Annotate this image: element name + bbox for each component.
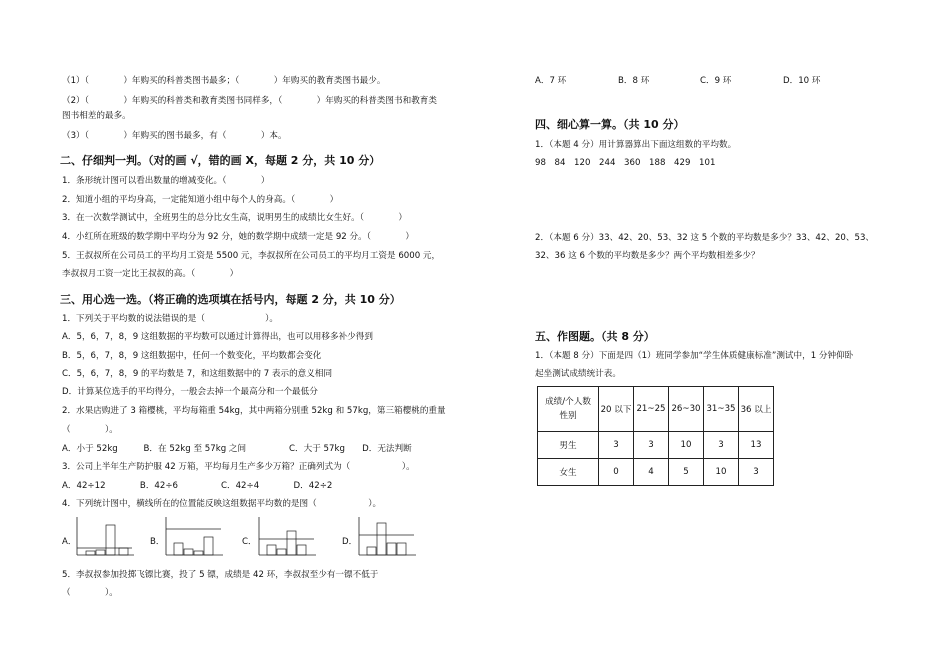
q5-option-b: B．8 环 <box>618 76 650 86</box>
fill-item-1: （1）（ ）年购买的科普类图书最多；（ ）年购买的教育类图书最少。 <box>62 76 386 86</box>
judge-5: 5．王叔叔所在公司员工的平均月工资是 5500 元，李叔叔所在公司员工的平均月工资是 6000 元， <box>62 251 441 261</box>
mini-chart-a <box>74 515 136 557</box>
table-row-label: 男生 <box>538 432 599 459</box>
table-col-header: 20 以下 <box>599 387 634 432</box>
table-header-cell <box>538 387 599 432</box>
choose-q3-options: A．42÷12 B．42÷6 C．42÷4 D．42÷2 <box>62 481 333 491</box>
choose-q2-cont: （ ）。 <box>62 425 118 435</box>
chart-option-c-label: C． <box>242 537 257 547</box>
table-cell: 3 <box>599 432 634 459</box>
choose-q1-d: D．计算某位选手的平均得分，一般会去掉一个最高分和一个最低分 <box>62 387 318 397</box>
table-cell: 3 <box>634 432 669 459</box>
choose-q4: 4．下列统计图中，横线所在的位置能反映这组数据平均数的是图（ ）。 <box>62 499 382 509</box>
section2-title: 二、仔细判一判。（对的画 √，错的画 X，每题 2 分，共 10 分） <box>60 154 381 167</box>
calc-q1-numbers: 98 84 120 244 360 188 429 101 <box>535 158 716 168</box>
judge-4: 4．小红所在班级的数学期中平均分为 92 分，她的数学期中成绩一定是 92 分。（ ） <box>62 232 414 242</box>
table-row-label: 女生 <box>538 459 599 486</box>
chart-option-d-label: D． <box>342 537 358 547</box>
table-col-header: 26~30 <box>669 387 704 432</box>
table-cell: 5 <box>669 459 704 486</box>
calc-q2: 2．（本题 6 分）33、42、20、53、32 这 5 个数的平均数是多少？33、42、20、53、 <box>535 233 875 243</box>
fill-item-2: （2）（ ）年购买的科普类和教育类图书同样多，（ ）年购买的科普类图书和教育类 <box>62 96 437 106</box>
judge-3: 3．在一次数学测试中，全班男生的总分比女生高，说明男生的成绩比女生好。（ ） <box>62 213 407 223</box>
section5-title: 五、作图题。（共 8 分） <box>535 330 655 343</box>
choose-q2-options: A．小于 52kg B．在 52kg 至 57kg 之间 C．大于 57kg D．无法判断 <box>62 444 412 454</box>
mini-chart-d <box>356 515 418 557</box>
table-header-line1: 成绩/个人数 <box>545 397 591 407</box>
table-row <box>538 432 774 459</box>
table-col-header: 21~25 <box>634 387 669 432</box>
judge-1: 1．条形统计图可以看出数量的增减变化。（ ） <box>62 176 270 186</box>
mini-chart-b <box>163 515 225 557</box>
table-cell: 10 <box>704 459 739 486</box>
choose-q1-c: C．5，6，7，8，9 的平均数是 7，和这组数据中的 7 表示的意义相同 <box>62 369 333 379</box>
table-cell: 3 <box>704 432 739 459</box>
q5-option-a: A．7 环 <box>535 76 567 86</box>
section4-title: 四、细心算一算。（共 10 分） <box>535 118 685 131</box>
chart-option-a-label: A． <box>62 537 77 547</box>
draw-q1-cont: 起坐测试成绩统计表。 <box>535 369 621 379</box>
fill-item-3: （3）（ ）年购买的图书最多，有（ ）本。 <box>62 131 287 141</box>
table-cell: 3 <box>739 459 774 486</box>
choose-q1: 1．下列关于平均数的说法错误的是（ ）。 <box>62 314 279 324</box>
q5-option-d: D．10 环 <box>783 76 821 86</box>
table-cell: 4 <box>634 459 669 486</box>
choose-q1-a: A．5，6，7，8，9 这组数据的平均数可以通过计算得出，也可以用移多补少得到 <box>62 332 373 342</box>
table-cell: 13 <box>739 432 774 459</box>
table-cell: 0 <box>599 459 634 486</box>
q5-option-c: C．9 环 <box>700 76 732 86</box>
table-header-row <box>538 387 774 432</box>
fill-item-2-cont: 图书相差的最多。 <box>62 111 131 121</box>
choose-q1-b: B．5，6，7，8，9 这组数据中，任何一个数变化，平均数都会变化 <box>62 351 322 361</box>
table-col-header: 36 以上 <box>739 387 774 432</box>
choose-q3: 3．公司上半年生产防护服 42 万箱，平均每月生产多少万箱？正确列式为（ ）。 <box>62 462 415 472</box>
draw-q1: 1．（本题 8 分）下面是四（1）班同学参加“学生体质健康标准”测试中，1 分钟仰卧 <box>535 351 854 361</box>
table-header-line2: 性别 <box>559 411 577 421</box>
choose-q5: 5．李叔叔参加投掷飞镖比赛，投了 5 镖，成绩是 42 环，李叔叔至少有一镖不低于 <box>62 570 379 580</box>
table-cell: 10 <box>669 432 704 459</box>
judge-5-cont: 李叔叔月工资一定比王叔叔的高。（ ） <box>62 269 239 279</box>
section3-title: 三、用心选一选。（将正确的选项填在括号内，每题 2 分，共 10 分） <box>60 293 401 306</box>
mini-chart-c <box>256 515 318 557</box>
calc-q2-cont: 32、36 这 6 个数的平均数是多少？两个平均数相差多少？ <box>535 251 760 261</box>
choose-q5-cont: （ ）。 <box>62 588 118 598</box>
chart-option-b-label: B． <box>150 537 165 547</box>
choose-q2: 2．水果店购进了 3 箱樱桃，平均每箱重 54kg，其中两箱分别重 52kg 和 57kg，第三箱樱桃的重量 <box>62 406 446 416</box>
table-row <box>538 459 774 486</box>
calc-q1: 1．（本题 4 分）用计算器算出下面这组数的平均数。 <box>535 140 737 150</box>
judge-2: 2．知道小组的平均身高，一定能知道小组中每个人的身高。（ ） <box>62 195 339 205</box>
table-col-header: 31~35 <box>704 387 739 432</box>
stats-table <box>537 386 774 486</box>
